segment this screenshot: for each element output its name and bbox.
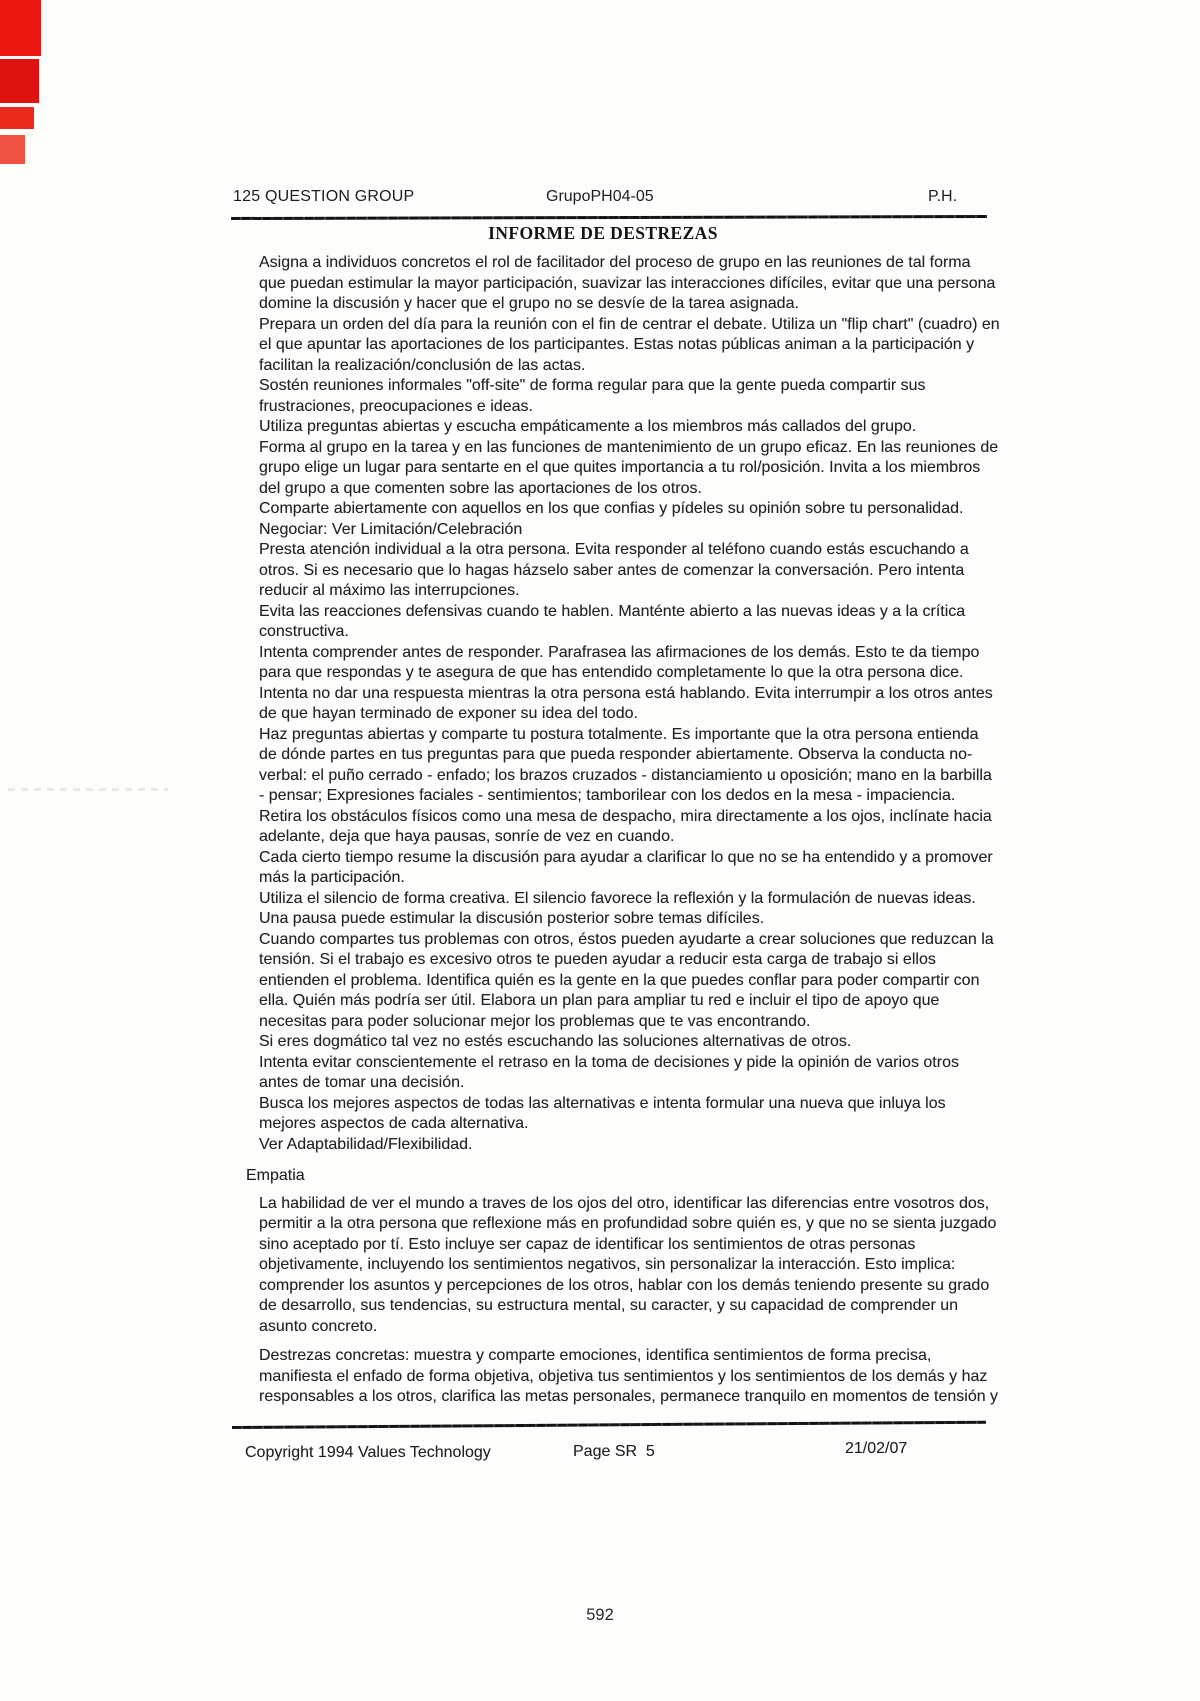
paragraph: Busca los mejores aspectos de todas las alternativas e intenta formular una nueva que inluya los mejores aspectos de cada alternativa. xyxy=(259,1094,946,1132)
paragraph: Intenta no dar una respuesta mientras la otra persona está hablando. Evita interrumpir a los otros antes de que hayan terminado de exponer su idea del todo. xyxy=(259,684,993,722)
empathy-block xyxy=(259,1194,1000,1408)
paragraph: Retira los obstáculos físicos como una mesa de despacho, mira directamente a los ojos, inclínate hacia adelante, deja que haya pausas, sonríe de vez en cuando. xyxy=(259,807,992,845)
paragraph: Presta atención individual a la otra persona. Evita responder al teléfono cuando estás escuchando a otros. Si es necesario que lo hagas házselo saber antes de comenzar la conversación. Pero intenta reducir al máximo las interrupciones. xyxy=(259,541,969,599)
header-question-group: 125 QUESTION GROUP xyxy=(233,188,415,205)
paragraph: Cada cierto tiempo resume la discusión para ayudar a clarificar lo que no se ha entendido y a promover más la participación. xyxy=(259,848,993,886)
page-number: 592 xyxy=(586,1606,614,1624)
header-divider xyxy=(231,215,987,220)
paragraph: Ver Adaptabilidad/Flexibilidad. xyxy=(259,1135,473,1153)
paragraph: Forma al grupo en la tarea y en las funciones de mantenimiento de un grupo eficaz. En las reuniones de grupo elige un lugar para sentarte en el que quites importancia a tu rol/posición. Invita a los miembros del grupo a que comenten sobre las aportaciones de los otros. xyxy=(259,438,999,497)
paragraph: Evita las reacciones defensivas cuando te hablen. Manténte abierto a las nuevas ideas y a la crítica constructiva. xyxy=(259,602,966,640)
footer-copyright: Copyright 1994 Values Technology xyxy=(245,1444,491,1461)
paragraph: Destrezas concretas: muestra y comparte emociones, identifica sentimientos de forma precisa, manifiesta el enfado de forma objetiva, objetiva tus sentimientos y los sentimientos de los demás y haz responsables a los otros, clarifica las metas personales, permanece tranquilo en momentos de tensión y xyxy=(259,1347,999,1405)
skills-report-body xyxy=(246,253,1000,1408)
paragraph: La habilidad de ver el mundo a traves de los ojos del otro, identificar las diferencias entre vosotros dos, permitir a la otra persona que reflexione más en profundidad sobre quién es, y que no se sienta juzgado sino aceptado por tí. Esto incluye ser capaz de identificar los sentimientos de otras personas objetivamente, incluyendo los sentimientos negativos, sin personalizar la interacción. Esto implica: comprender los asuntos y percepciones de los otros, hablar con los demás teniendo presente su grado de desarrollo, sus tendencias, su estructura mental, su caracter, y su capacidad de comprender un asunto concreto. xyxy=(259,1194,997,1335)
empathy-section-heading: Empatia xyxy=(246,1167,305,1184)
footer-divider xyxy=(232,1421,986,1429)
paragraph: Comparte abiertamente con aquellos en los que confias y pídeles su opinión sobre tu personalidad. xyxy=(259,500,964,517)
document-title: INFORME DE DESTREZAS xyxy=(488,223,718,243)
footer-page-label: Page SR 5 xyxy=(573,1443,655,1460)
paragraph: Intenta comprender antes de responder. Parafrasea las afirmaciones de los demás. Esto te da tiempo para que respondas y te asegura de que has entendido completamente lo que la otra persona dice. xyxy=(259,643,980,681)
paragraph: Prepara un orden del día para la reunión con el fin de centrar el debate. Utiliza un "flip chart" (cuadro) en el que apuntar las aportaciones de los participantes. Estas notas públicas animan a la participación y facilitan la realización/conclusión de las actas. xyxy=(259,315,1000,374)
red-scan-mark xyxy=(0,135,25,164)
header-initials: P.H. xyxy=(928,188,958,205)
paragraph: Utiliza el silencio de forma creativa. El silencio favorece la reflexión y la formulación de nuevas ideas. Una pausa puede estimular la discusión posterior sobre temas difíciles. xyxy=(259,889,976,927)
paragraph: Negociar: Ver Limitación/Celebración xyxy=(259,520,523,538)
paragraph: Utiliza preguntas abiertas y escucha empáticamente a los miembros más callados del grupo. xyxy=(259,418,917,435)
paragraph: Si eres dogmático tal vez no estés escuchando las soluciones alternativas de otros. xyxy=(259,1033,852,1050)
paragraph: Intenta evitar conscientemente el retraso en la toma de decisiones y pide la opinión de varios otros antes de tomar una decisión. xyxy=(259,1053,959,1091)
footer-date: 21/02/07 xyxy=(845,1440,908,1457)
header-group-code: GrupoPH04-05 xyxy=(546,188,654,205)
negotiation-tips-block xyxy=(259,253,1000,1155)
red-scan-mark xyxy=(0,59,39,103)
red-scan-mark xyxy=(0,107,34,129)
paragraph: Haz preguntas abiertas y comparte tu postura totalmente. Es importante que la otra persona entienda de dónde partes en tus preguntas para que pueda responder abiertamente. Observa la conducta no-verbal: el puño cerrado - enfado; los brazos cruzados - distanciamiento u oposición; mano en la barbilla - pensar; Expresiones faciales - sentimientos; tamborilear con los dedos en la mesa - impaciencia. xyxy=(259,725,992,804)
paragraph: Cuando compartes tus problemas con otros, éstos pueden ayudarte a crear soluciones que reduzcan la tensión. Si el trabajo es excesivo otros te pueden ayudar a reducir esta carga de trabajo si ellos entienden el problema. Identifica quién es la gente en la que puedes conflar para poder compartir con ella. Quién más podría ser útil. Elabora un plan para ampliar tu red e incluir el tipo de apoyo que necesitas para poder solucionar mejor los problemas que te vas encontrando. xyxy=(259,930,994,1030)
pencil-dash-artifact xyxy=(8,788,168,791)
red-scan-mark xyxy=(0,0,41,56)
paragraph: Sostén reuniones informales "off-site" de forma regular para que la gente pueda compartir sus frustraciones, preocupaciones e ideas. xyxy=(259,377,926,415)
paragraph: Asigna a individuos concretos el rol de facilitador del proceso de grupo en las reuniones de tal forma que puedan estimular la mayor participación, suavizar las interacciones difíciles, evitar que una persona domine la discusión y hacer que el grupo no se desvíe de la tarea asignada. xyxy=(259,254,996,312)
